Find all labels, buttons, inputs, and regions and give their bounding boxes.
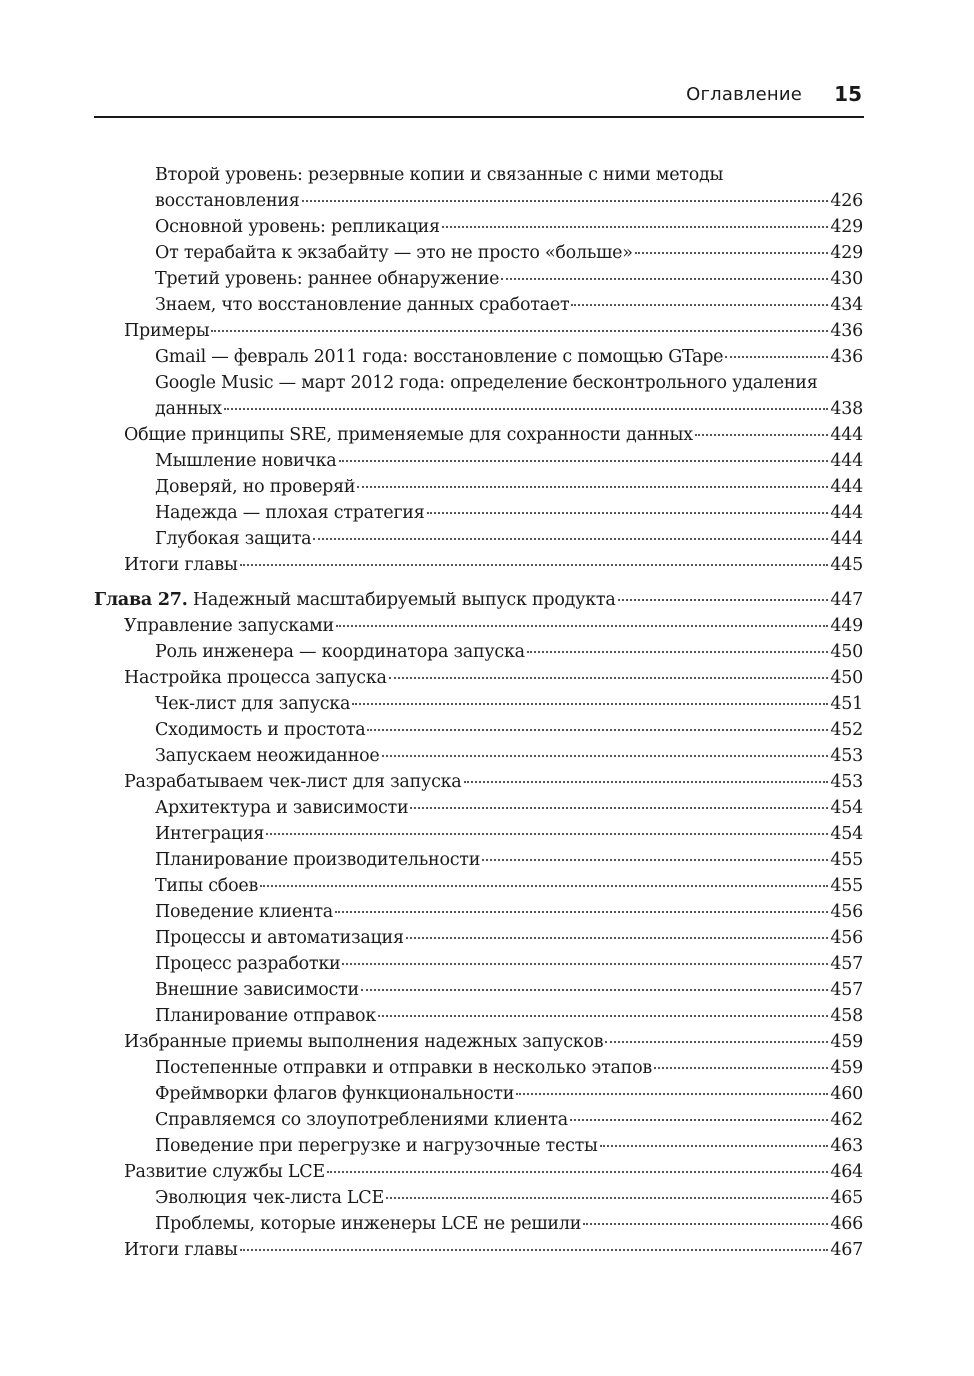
dot-leader [695,434,829,436]
toc-entry-title: Развитие службы LCE [124,1162,325,1182]
toc-entry-title: Планирование производительности [155,850,481,870]
toc-entry-page: 447 [830,590,863,610]
dot-leader [501,278,828,280]
dot-leader [327,1171,828,1173]
dot-leader [224,408,829,410]
toc-entry[interactable] [94,526,863,552]
toc-entry[interactable] [94,665,863,691]
toc-entry-page: 453 [830,772,863,792]
toc-entry[interactable] [94,821,863,847]
dot-leader [583,1223,828,1225]
toc-entry-title: Управление запусками [124,616,334,636]
dot-leader [266,833,828,835]
toc-entry[interactable] [94,691,863,717]
dot-leader [361,989,828,991]
dot-leader [240,564,829,566]
toc-entry[interactable] [94,1133,863,1159]
toc-entry[interactable] [94,292,863,318]
dot-leader [635,252,829,254]
toc-entry-page: 444 [830,451,863,471]
toc-entry-page: 445 [830,555,863,575]
toc-entry-title: Поведение при перегрузке и нагрузочные тесты [155,1136,598,1156]
toc-entry-page: 430 [830,269,863,289]
toc-entry[interactable] [94,1237,863,1263]
dot-leader [302,200,829,202]
toc-entry[interactable] [94,1003,863,1029]
toc-entry[interactable] [94,1211,863,1237]
toc-entry-page: 434 [830,295,863,315]
dot-leader [427,512,829,514]
toc-entry-page: 444 [830,477,863,497]
toc-entry-title: Поведение клиента [155,902,333,922]
toc-chapter-entry[interactable] [94,587,863,613]
toc-entry[interactable] [94,240,863,266]
dot-leader [725,356,828,358]
toc-entry-title: Чек-лист для запуска [155,694,351,714]
toc-entry-page: 464 [830,1162,863,1182]
toc-entry-page: 436 [830,321,863,341]
toc-entry[interactable] [94,743,863,769]
toc-entry[interactable] [94,266,863,292]
dot-leader [618,599,829,601]
toc-entry[interactable] [94,769,863,795]
toc-entry-page: 451 [830,694,863,714]
toc-entry-title: Запускаем неожиданное [155,746,380,766]
toc-entry[interactable] [94,847,863,873]
toc-entry-title: Роль инженера — координатора запуска [155,642,525,662]
toc-entry-title: Планирование отправок [155,1006,377,1026]
toc-entry[interactable] [94,344,863,370]
toc-entry-title: Знаем, что восстановление данных сработает [155,295,570,315]
dot-leader [260,885,828,887]
toc-entry-title: Надежный масштабируемый выпуск продукта [192,590,616,610]
dot-leader [570,1119,828,1121]
dot-leader [442,226,828,228]
toc-entry-title: Глубокая защита [155,529,312,549]
toc-entry-title: Google Music — март 2012 года: определение бесконтрольного удаления [155,373,818,393]
toc-entry-title: Примеры [124,321,210,341]
toc-entry-page: 444 [830,425,863,445]
toc-entry-title: Третий уровень: раннее обнаружение [155,269,500,289]
dot-leader [339,460,829,462]
toc-entry[interactable] [94,717,863,743]
toc-entry-title: Процессы и автоматизация [155,928,404,948]
toc-entry-title-continued: данных [155,399,222,419]
toc-entry[interactable] [94,639,863,665]
toc-entry-page: 452 [830,720,863,740]
toc-entry-title: Справляемся со злоупотреблениями клиента [155,1110,568,1130]
dot-leader [336,625,828,627]
toc-entry-page: 459 [830,1058,863,1078]
toc-entry[interactable] [94,795,863,821]
toc-entry[interactable] [94,162,863,214]
toc-entry[interactable] [94,214,863,240]
toc-entry[interactable] [94,370,863,422]
toc-entry-title: Gmail — февраль 2011 года: восстановление с помощью GTape [155,347,724,367]
toc-entry-title: Настройка процесса запуска [124,668,387,688]
toc-entry-page: 450 [830,642,863,662]
toc-entry[interactable] [94,1107,863,1133]
toc-entry-title: От терабайта к экзабайту — это не просто «больше» [155,243,633,263]
dot-leader [600,1145,829,1147]
toc-entry-title: Избранные приемы выполнения надежных запусков [124,1032,604,1052]
toc-entry[interactable] [94,613,863,639]
toc-entry-page: 429 [830,217,863,237]
toc-entry-page: 429 [830,243,863,263]
toc-entry-page: 457 [830,954,863,974]
toc-entry-title: Сходимость и простота [155,720,366,740]
toc-entry-title: Общие принципы SRE, применяемые для сохранности данных [124,425,693,445]
dot-leader [571,304,828,306]
toc-entry-page: 463 [830,1136,863,1156]
toc-entry[interactable] [94,899,863,925]
dot-leader [527,651,828,653]
toc-entry-page: 444 [830,529,863,549]
toc-entry-title-continued: восстановления [155,191,300,211]
dot-leader [464,781,829,783]
dot-leader [313,538,828,540]
page-number: 15 [834,82,862,106]
dot-leader [378,1015,828,1017]
toc-entry-title: Архитектура и зависимости [155,798,409,818]
toc-entry-title: Итоги главы [124,1240,238,1260]
toc-entry-page: 460 [830,1084,863,1104]
toc-entry-page: 457 [830,980,863,1000]
toc-entry[interactable] [94,977,863,1003]
toc-entry-page: 455 [830,850,863,870]
dot-leader [410,807,828,809]
running-header-title: Оглавление [686,84,802,105]
toc-entry-page: 450 [830,668,863,688]
toc-entry[interactable] [94,474,863,500]
toc-entry-page: 453 [830,746,863,766]
toc-entry-title: Проблемы, которые инженеры LCE не решили [155,1214,582,1234]
toc-entry-page: 467 [830,1240,863,1260]
toc-entry[interactable] [94,873,863,899]
toc-entry-page: 454 [830,824,863,844]
toc-entry-title: Эволюция чек-листа LCE [155,1188,384,1208]
dot-leader [654,1067,828,1069]
toc-entry-title: Мышление новичка [155,451,337,471]
dot-leader [352,703,828,705]
toc-entry[interactable] [94,1159,863,1185]
toc-entry[interactable] [94,552,863,578]
dot-leader [516,1093,828,1095]
toc-entry-title: Надежда — плохая стратегия [155,503,425,523]
toc-entry-page: 465 [830,1188,863,1208]
toc-entry-page: 436 [830,347,863,367]
toc-entry[interactable] [94,1055,863,1081]
dot-leader [406,937,829,939]
toc-entry-page: 438 [830,399,863,419]
toc-entry-title: Типы сбоев [155,876,259,896]
toc-entry-title: Фреймворки флагов функциональности [155,1084,515,1104]
toc-entry-page: 458 [830,1006,863,1026]
dot-leader [605,1041,828,1043]
toc-entry-title: Итоги главы [124,555,238,575]
toc-entry[interactable] [94,925,863,951]
dot-leader [240,1249,829,1251]
toc-entry-page: 456 [830,928,863,948]
toc-entry[interactable] [94,951,863,977]
toc-entry[interactable] [94,1185,863,1211]
dot-leader [382,755,829,757]
toc-entry-page: 455 [830,876,863,896]
toc-entry-title: Процесс разработки [155,954,341,974]
toc-entry-page: 462 [830,1110,863,1130]
dot-leader [367,729,828,731]
dot-leader [482,859,828,861]
toc-entry-title: Доверяй, но проверяй [155,477,356,497]
table-of-contents [94,162,863,1263]
toc-entry-title: Интеграция [155,824,265,844]
toc-chapter-label: Глава 27. [94,590,188,610]
toc-entry-page: 454 [830,798,863,818]
running-header [94,80,864,118]
toc-entry-page: 426 [830,191,863,211]
toc-entry[interactable] [94,1081,863,1107]
toc-entry[interactable] [94,500,863,526]
toc-entry-page: 444 [830,503,863,523]
toc-entry-page: 466 [830,1214,863,1234]
dot-leader [357,486,828,488]
dot-leader [342,963,828,965]
dot-leader [335,911,828,913]
dot-leader [386,1197,828,1199]
toc-entry-page: 459 [830,1032,863,1052]
toc-entry[interactable] [94,448,863,474]
toc-entry-title: Постепенные отправки и отправки в несколько этапов [155,1058,652,1078]
toc-entry-title: Разрабатываем чек-лист для запуска [124,772,462,792]
dot-leader [389,677,829,679]
dot-leader [211,330,828,332]
toc-entry-title: Внешние зависимости [155,980,359,1000]
toc-entry[interactable] [94,422,863,448]
toc-entry-page: 449 [830,616,863,636]
toc-entry[interactable] [94,318,863,344]
toc-entry-page: 456 [830,902,863,922]
toc-entry-title: Основной уровень: репликация [155,217,440,237]
toc-entry-title: Второй уровень: резервные копии и связанные с ними методы [155,165,724,185]
toc-entry[interactable] [94,1029,863,1055]
